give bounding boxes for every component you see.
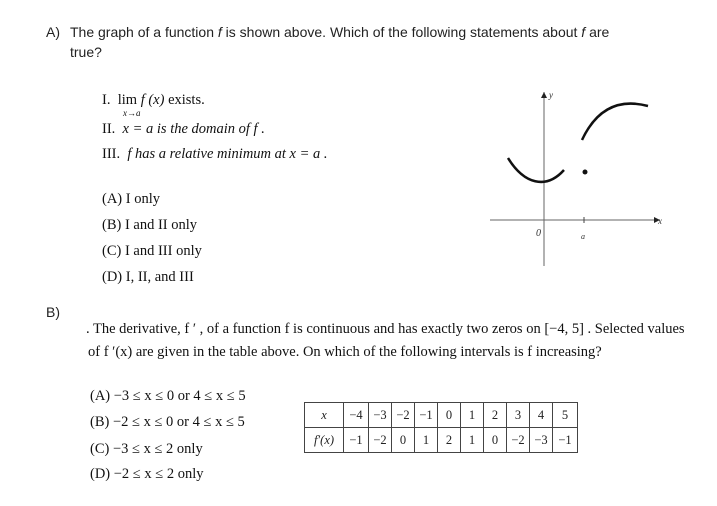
part-b-label: B) [46,304,60,320]
table-row-x [305,403,578,428]
fprime-cell: −1 [553,428,578,453]
y-axis-arrow [541,92,547,98]
fprime-cell: 0 [484,428,507,453]
x-cell: 5 [553,403,578,428]
fprime-cell: 0 [392,428,415,453]
part-b-question-line1: . The derivative, f ′ , of a function f is continuous and has exactly two zeros on [−4, 5] . Selected values [86,321,685,337]
statement-1: I. lim f (x) exists. [102,92,205,108]
fprime-cell: 1 [461,428,484,453]
header-x: x [305,403,344,428]
choice-c[interactable]: (C) I and III only [102,243,202,259]
statement-2: II. x = a is the domain of f . [102,121,265,137]
part-b-question-line2: of f ′(x) are given in the table above. On which of the following intervals is f increasing? [88,344,602,360]
statement-3: III. f has a relative minimum at x = a . [102,146,328,162]
x-cell: −4 [344,403,369,428]
curve-right [582,104,648,140]
fprime-cell: 2 [438,428,461,453]
choice-d[interactable]: (D) I, II, and III [102,269,194,285]
fprime-cell: −3 [530,428,553,453]
function-graph [488,84,668,269]
choice-b[interactable]: (B) I and II only [102,217,198,233]
limit-subscript: x→a [123,108,141,118]
choice-b-d[interactable]: (D) −2 ≤ x ≤ 2 only [90,466,204,482]
choice-a[interactable]: (A) I only [102,191,160,207]
curve-left [508,158,564,182]
x-cell: 1 [461,403,484,428]
a-label: a [581,232,585,241]
origin-label: 0 [536,228,541,239]
part-a-label: A) [46,24,60,40]
values-table [304,402,578,453]
x-cell: −2 [392,403,415,428]
part-a-question-line2: true? [70,44,102,60]
table-row-fprime [305,428,578,453]
fprime-cell: −1 [344,428,369,453]
x-cell: 0 [438,403,461,428]
fprime-cell: −2 [369,428,392,453]
point-at-a [583,170,588,175]
header-fprime: f′(x) [305,428,344,453]
x-cell: −3 [369,403,392,428]
part-a-question: The graph of a function f is shown above. Which of the following statements about f are [70,24,610,40]
fprime-cell: −2 [507,428,530,453]
choice-b-b[interactable]: (B) −2 ≤ x ≤ 0 or 4 ≤ x ≤ 5 [90,414,245,430]
x-cell: 3 [507,403,530,428]
y-axis-label: y [549,90,553,100]
choice-b-c[interactable]: (C) −3 ≤ x ≤ 2 only [90,441,203,457]
x-cell: 4 [530,403,553,428]
fprime-cell: 1 [415,428,438,453]
choice-b-a[interactable]: (A) −3 ≤ x ≤ 0 or 4 ≤ x ≤ 5 [90,388,246,404]
x-axis-label: x [658,216,662,226]
x-cell: −1 [415,403,438,428]
x-cell: 2 [484,403,507,428]
